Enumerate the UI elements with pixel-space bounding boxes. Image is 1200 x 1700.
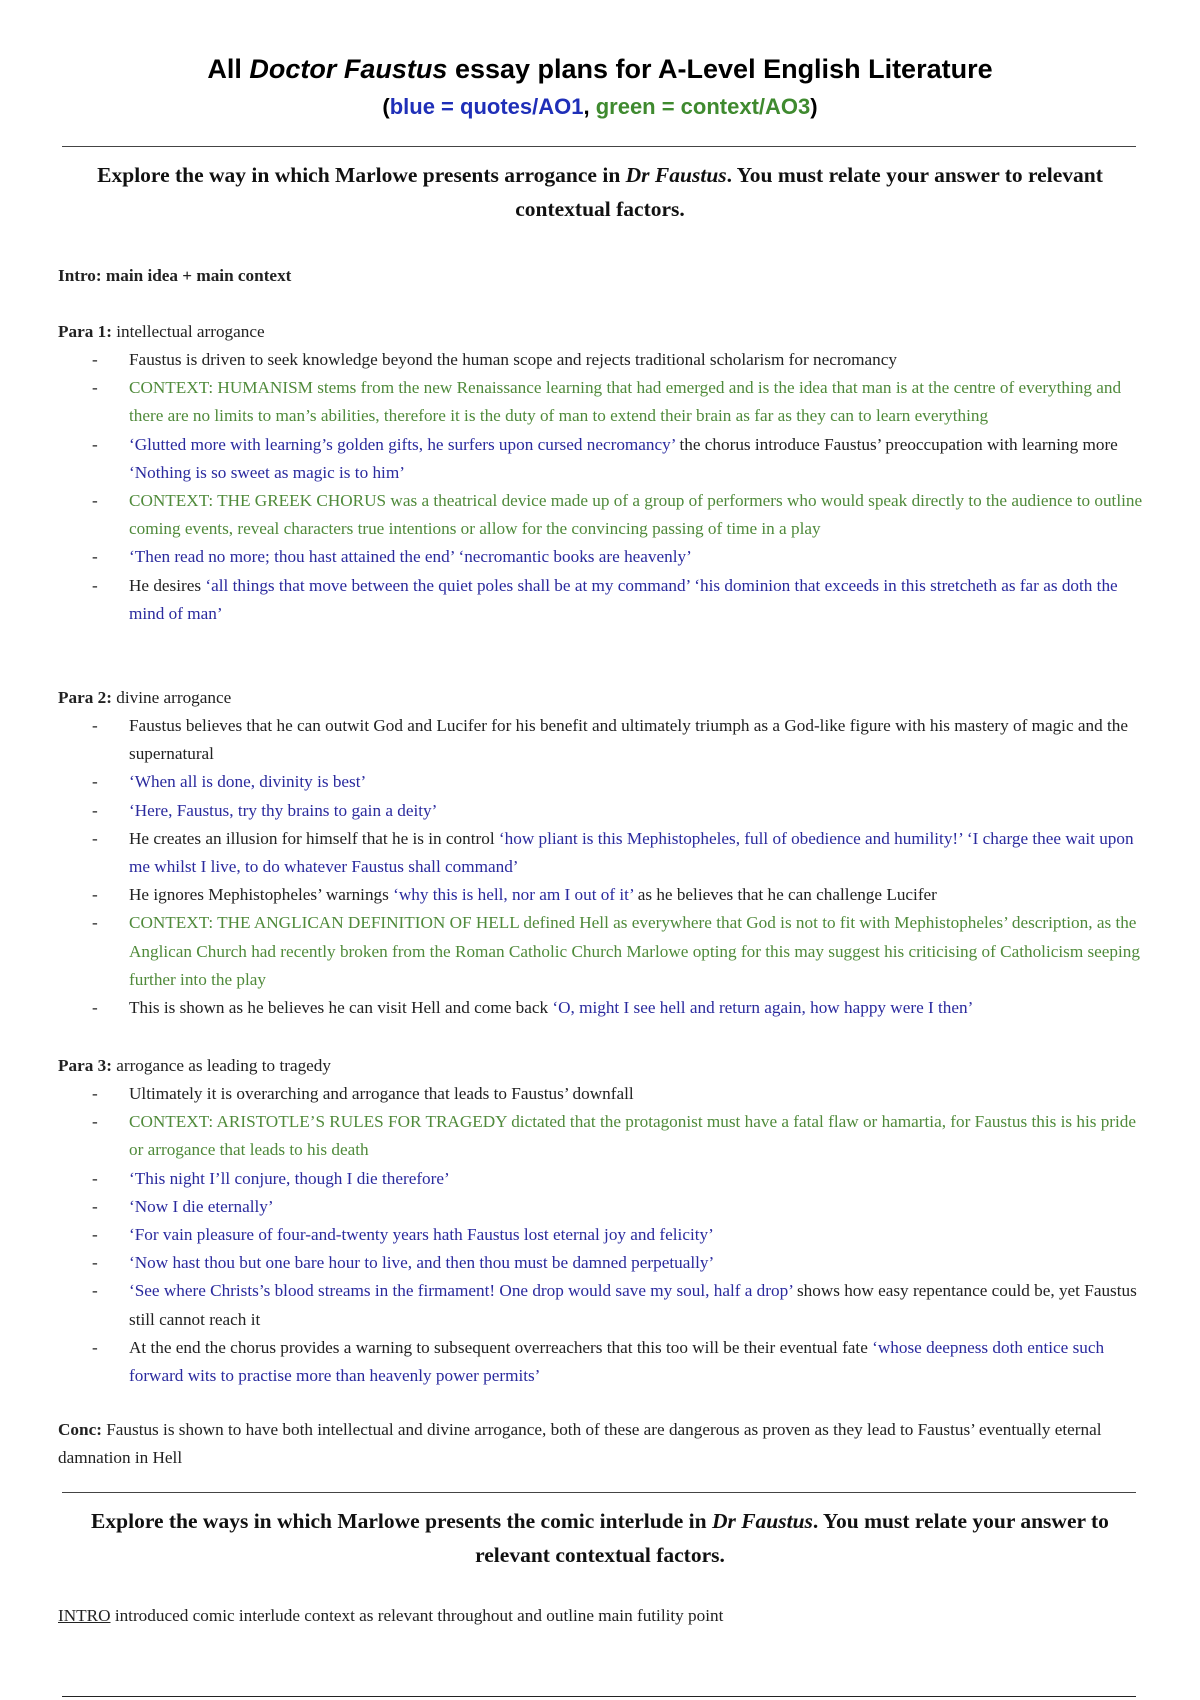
para2-heading: Para 2: divine arrogance	[58, 688, 232, 707]
para1-heading: Para 1: intellectual arrogance	[58, 322, 265, 341]
essay2-question: Explore the ways in which Marlowe presents the comic interlude in Dr Faustus. You must relate your answer to relevant contextual factors.	[91, 1509, 1109, 1567]
para2-list	[58, 712, 1148, 1022]
essay2-intro: INTRO introduced comic interlude context as relevant throughout and outline main futility point	[58, 1606, 724, 1625]
list-item: - Faustus is driven to seek knowledge beyond the human scope and rejects traditional scholarism for necromancy	[58, 346, 1148, 374]
list-item: - He creates an illusion for himself that he is in control ‘how pliant is this Mephistopheles, full of obedience and humility!’ ‘I charge thee wait upon me whilst I live, to do whatever Faustus shall command’	[58, 825, 1148, 881]
para3-heading: Para 3: arrogance as leading to tragedy	[58, 1056, 331, 1075]
essay1-question: Explore the way in which Marlowe presents arrogance in Dr Faustus. You must relate your answer to relevant contextual factors.	[97, 163, 1103, 221]
list-item: - ‘See where Christs’s blood streams in the firmament! One drop would save my soul, half a drop’ shows how easy repentance could be, yet Faustus still cannot reach it	[58, 1277, 1148, 1333]
colour-key: (blue = quotes/AO1, green = context/AO3)	[382, 94, 818, 119]
list-item: - CONTEXT: HUMANISM stems from the new Renaissance learning that had emerged and is the idea that man is at the centre of everything and there are no limits to man’s abilities, therefore it is the duty of man to extend their brain as far as they can to learn everything	[58, 374, 1148, 430]
essay1-intro: Intro: main idea + main context	[58, 266, 292, 285]
divider	[62, 1696, 1136, 1697]
para3-list	[58, 1080, 1148, 1390]
list-item: - He ignores Mephistopheles’ warnings ‘why this is hell, nor am I out of it’ as he believes that he can challenge Lucifer	[58, 881, 1148, 909]
list-item: - ‘Now I die eternally’	[58, 1193, 1148, 1221]
list-item: - ‘This night I’ll conjure, though I die therefore’	[58, 1165, 1148, 1193]
list-item: - ‘When all is done, divinity is best’	[58, 768, 1148, 796]
list-item: - ‘Glutted more with learning’s golden gifts, he surfers upon cursed necromancy’ the chorus introduce Faustus’ preoccupation with learning more ‘Nothing is so sweet as magic is to him’	[58, 431, 1148, 487]
divider	[62, 146, 1136, 147]
list-item: - ‘For vain pleasure of four-and-twenty years hath Faustus lost eternal joy and felicity’	[58, 1221, 1148, 1249]
divider	[62, 1492, 1136, 1493]
essay1-conclusion: Conc: Faustus is shown to have both intellectual and divine arrogance, both of these are dangerous as proven as they lead to Faustus’ eventually eternal damnation in Hell	[58, 1420, 1102, 1467]
list-item: - ‘Here, Faustus, try thy brains to gain a deity’	[58, 797, 1148, 825]
list-item: - Ultimately it is overarching and arrogance that leads to Faustus’ downfall	[58, 1080, 1148, 1108]
para1-list	[58, 346, 1148, 628]
list-item: - ‘Now hast thou but one bare hour to live, and then thou must be damned perpetually’	[58, 1249, 1148, 1277]
list-item: - Faustus believes that he can outwit God and Lucifer for his benefit and ultimately triumph as a God-like figure with his mastery of magic and the supernatural	[58, 712, 1148, 768]
list-item: - He desires ‘all things that move between the quiet poles shall be at my command’ ‘his dominion that exceeds in this stretcheth as far as doth the mind of man’	[58, 572, 1148, 628]
list-item: - CONTEXT: ARISTOTLE’S RULES FOR TRAGEDY dictated that the protagonist must have a fatal flaw or hamartia, for Faustus this is his pride or arrogance that leads to his death	[58, 1108, 1148, 1164]
key-blue: blue = quotes/AO1	[389, 94, 584, 119]
key-green: green = context/AO3	[595, 94, 811, 119]
list-item: - This is shown as he believes he can visit Hell and come back ‘O, might I see hell and return again, how happy were I then’	[58, 994, 1148, 1022]
list-item: - CONTEXT: THE ANGLICAN DEFINITION OF HELL defined Hell as everywhere that God is not to fit with Mephistopheles’ description, as the Anglican Church had recently broken from the Roman Catholic Church Marlowe opting for this may suggest his criticising of Catholicism seeping further into the play	[58, 909, 1148, 994]
list-item: - ‘Then read no more; thou hast attained the end’ ‘necromantic books are heavenly’	[58, 543, 1148, 571]
list-item: - CONTEXT: THE GREEK CHORUS was a theatrical device made up of a group of performers who would speak directly to the audience to outline coming events, reveal characters true intentions or allow for the convincing passing of time in a play	[58, 487, 1148, 543]
list-item: - At the end the chorus provides a warning to subsequent overreachers that this too will be their eventual fate ‘whose deepness doth entice such forward wits to practise more than heavenly power permits’	[58, 1334, 1148, 1390]
page-title: All Doctor Faustus essay plans for A-Level English Literature	[207, 54, 993, 84]
title-italic: Doctor Faustus	[249, 54, 448, 84]
